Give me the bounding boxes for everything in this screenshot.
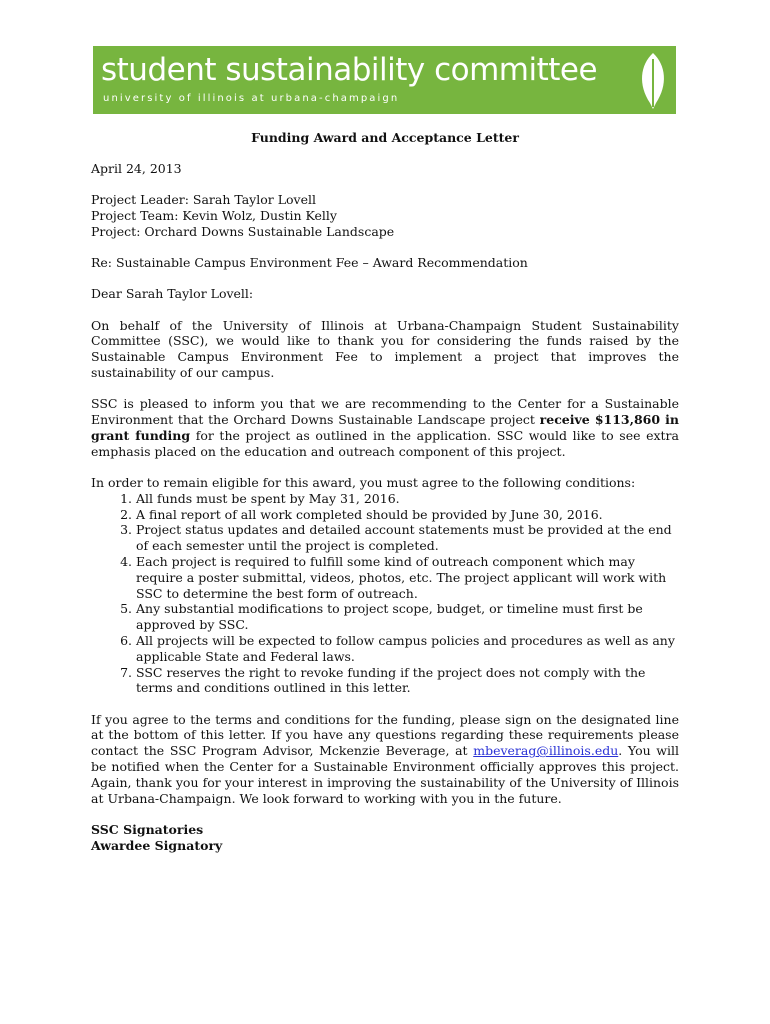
salutation: Dear Sarah Taylor Lovell: (91, 286, 254, 302)
project-name: Project: Orchard Downs Sustainable Landscape (91, 223, 395, 239)
banner-title: student sustainability committee (101, 52, 598, 88)
paragraph-award (91, 396, 679, 459)
award-text-before: SSC is pleased to inform you that we are recommending to the Center for a Sustainable Environment that the Orchard Downs Sustainable Landscape project (91, 396, 679, 428)
closing-text-before: If you agree to the terms and conditions for the funding, please sign on the designated line at the bottom of this letter. If you have any questions regarding these requirements please contact the SSC Program Advisor, Mckenzie Beverage, at (91, 711, 679, 759)
leaf-icon (636, 51, 670, 111)
conditions-intro: In order to remain eligible for this award, you must agree to the following conditions: (91, 474, 636, 490)
closing-text-after: . You will be notified when the Center for a Sustainable Environment officially approves this project. Again, thank you for your interest in improving the sustainability of the University of Illinois at Urbana-Champaign. We look forward to working with you in the future. (91, 743, 679, 806)
letter-heading: Funding Award and Acceptance Letter (251, 130, 519, 145)
ssc-signatories: SSC Signatories (91, 821, 204, 837)
condition-item: 5. Any substantial modifications to project scope, budget, or timeline must first be approved by SSC. (136, 601, 679, 633)
project-leader: Project Leader: Sarah Taylor Lovell (91, 192, 316, 208)
banner-subtitle: university of illinois at urbana-champaign (103, 93, 400, 104)
letter-body (91, 130, 679, 853)
paragraph-intro: On behalf of the University of Illinois at Urbana-Champaign Student Sustainability Committee (SSC), we would like to thank you for considering the funds raised by the Sustainable Campus Environment Fee to implement a project that improves the sustainability of our campus. (91, 317, 679, 380)
condition-item: 4. Each project is required to fulfill some kind of outreach component which may require a poster submittal, videos, photos, etc. The project applicant will work with SSC to determine the best form of outreach. (136, 554, 679, 601)
condition-item: 2. A final report of all work completed should be provided by June 30, 2016. (136, 507, 679, 523)
awardee-signatory: Awardee Signatory (91, 837, 223, 853)
advisor-email-link[interactable]: mbeverag@illinois.edu (473, 743, 619, 759)
award-text-after: for the project as outlined in the application. SSC would like to see extra emphasis placed on the education and outreach component of this project. (91, 427, 679, 459)
header-banner (93, 46, 676, 114)
re-line: Re: Sustainable Campus Environment Fee – Award Recommendation (91, 254, 528, 270)
conditions-list (91, 491, 679, 696)
condition-item: 6. All projects will be expected to follow campus policies and procedures as well as any applicable State and Federal laws. (136, 633, 679, 665)
letter-date: April 24, 2013 (91, 160, 182, 176)
project-team: Project Team: Kevin Wolz, Dustin Kelly (91, 207, 337, 223)
award-amount: receive $113,860 in grant funding (91, 412, 680, 443)
condition-item: 1. All funds must be spent by May 31, 2016. (136, 491, 679, 507)
condition-item: 7. SSC reserves the right to revoke funding if the project does not comply with the terms and conditions outlined in this letter. (136, 665, 679, 697)
project-info (91, 192, 679, 239)
condition-item: 3. Project status updates and detailed account statements must be provided at the end of each semester until the project is completed. (136, 522, 679, 554)
paragraph-closing (91, 712, 679, 807)
